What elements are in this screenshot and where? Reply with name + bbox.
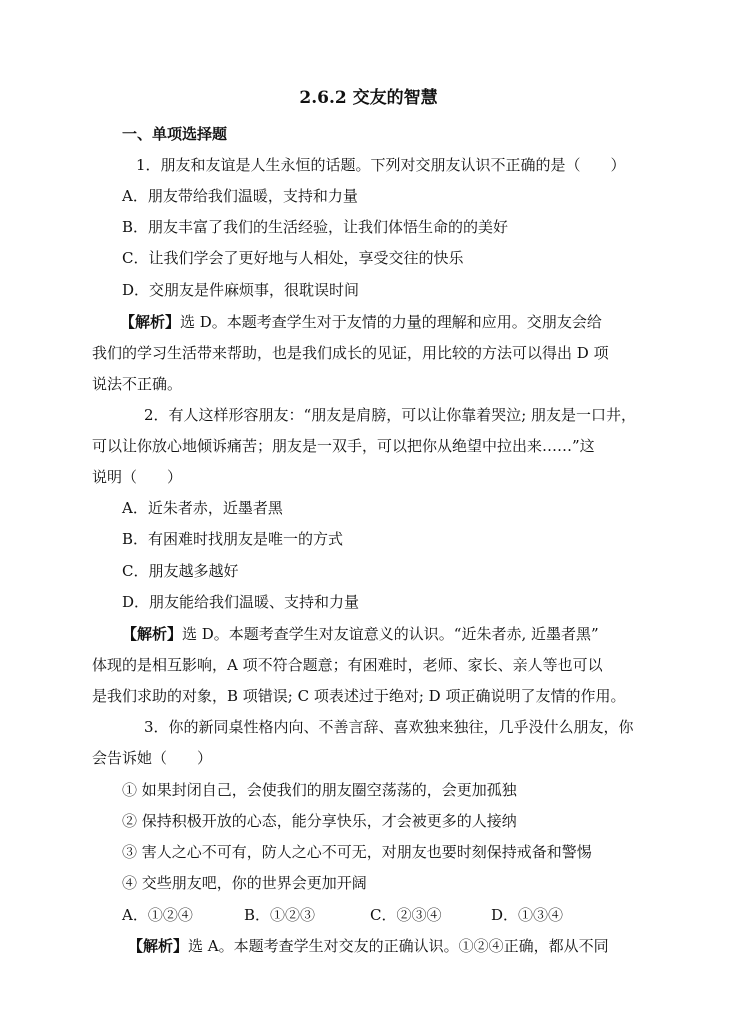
question-3-statement-2: ② 保持积极开放的心态，能分享快乐，才会被更多的人接纳 xyxy=(122,812,517,830)
question-2-analysis-line-2: 体现的是相互影响，A 项不符合题意；有困难时，老师、家长、亲人等也可以 xyxy=(92,656,603,674)
question-2-option-a: A．近朱者赤，近墨者黑 xyxy=(122,499,283,517)
page-title: 2.6.2 交友的智慧 xyxy=(299,88,438,108)
question-3-analysis-line-1 xyxy=(128,936,609,956)
question-2-option-b: B．有困难时找朋友是唯一的方式 xyxy=(122,530,344,548)
question-2-analysis-line-3: 是我们求助的对象，B 项错误; C 项表述过于绝对; D 项正确说明了友情的作用。 xyxy=(92,687,626,705)
question-1-stem: 1．朋友和友谊是人生永恒的话题。下列对交朋友认识不正确的是（ ） xyxy=(136,156,626,174)
analysis-tag: 【解析】 xyxy=(120,313,181,331)
question-1-option-d: D．交朋友是件麻烦事，很耽误时间 xyxy=(122,281,360,299)
question-2-option-d: D．朋友能给我们温暖、支持和力量 xyxy=(122,593,360,611)
question-3-statement-1: ① 如果封闭自己，会使我们的朋友圈空荡荡的，会更加孤独 xyxy=(122,781,517,799)
question-2-stem-line-2: 可以让你放心地倾诉痛苦；朋友是一双手，可以把你从绝望中拉出来……”这 xyxy=(92,437,595,455)
analysis-text: 选 A。本题考查学生对交友的正确认识。①②④正确，都从不同 xyxy=(188,937,609,955)
question-1-option-c: C．让我们学会了更好地与人相处，享受交往的快乐 xyxy=(122,249,464,267)
question-3-stem-line-1: 3．你的新同桌性格内向、不善言辞、喜欢独来独往，几乎没什么朋友，你 xyxy=(144,718,634,736)
question-3-option-c: C．②③④ xyxy=(370,906,442,924)
question-1-analysis-line-1 xyxy=(120,312,602,332)
question-3-statement-4: ④ 交些朋友吧，你的世界会更加开阔 xyxy=(122,874,367,892)
question-1-analysis-line-3: 说法不正确。 xyxy=(92,375,183,393)
question-3-option-a: A．①②④ xyxy=(122,906,193,924)
section-heading: 一、单项选择题 xyxy=(122,125,228,143)
analysis-tag: 【解析】 xyxy=(128,937,189,955)
question-3-option-b: B．①②③ xyxy=(244,906,316,924)
question-3-statement-3: ③ 害人之心不可有，防人之心不可无，对朋友也要时刻保持戒备和警惕 xyxy=(122,843,592,861)
analysis-text: 选 D。本题考查学生对于友情的力量的理解和应用。交朋友会给 xyxy=(180,313,602,331)
analysis-text: 选 D。本题考查学生对友谊意义的认识。“近朱者赤, 近墨者黑” xyxy=(182,625,599,643)
question-2-analysis-line-1 xyxy=(122,624,599,644)
question-3-option-d: D．①③④ xyxy=(491,906,564,924)
question-1-option-b: B．朋友丰富了我们的生活经验，让我们体悟生命的的美好 xyxy=(122,218,509,236)
question-1-analysis-line-2: 我们的学习生活带来帮助，也是我们成长的见证，用比较的方法可以得出 D 项 xyxy=(92,344,609,362)
question-2-stem-line-1: 2．有人这样形容朋友：“朋友是肩膀，可以让你靠着哭泣; 朋友是一口井， xyxy=(144,406,637,424)
question-2-stem-line-3: 说明（ ） xyxy=(92,468,183,486)
question-3-stem-line-2: 会告诉她（ ） xyxy=(92,749,213,767)
question-1-option-a: A．朋友带给我们温暖，支持和力量 xyxy=(122,187,358,205)
question-2-option-c: C．朋友越多越好 xyxy=(122,562,239,580)
analysis-tag: 【解析】 xyxy=(122,625,183,643)
